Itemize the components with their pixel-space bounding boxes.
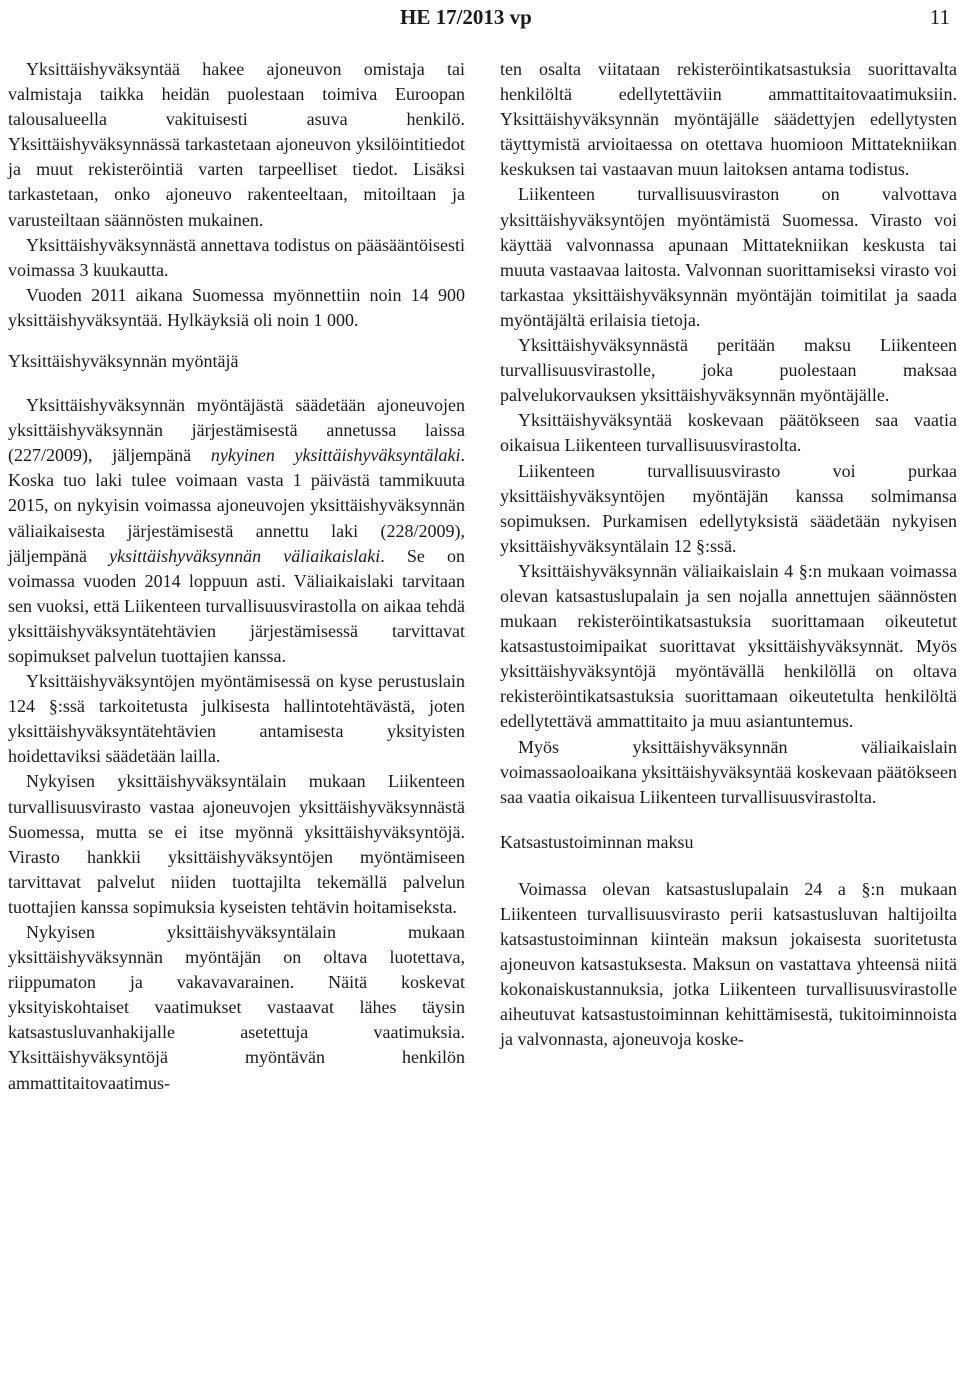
page-number: 11 <box>929 5 950 29</box>
paragraph <box>8 393 465 669</box>
italic-term: nykyinen yksittäishyväksyntälaki <box>210 445 461 466</box>
italic-term: yksittäishyväksynnän väliaikaislaki <box>109 545 381 566</box>
paragraph: Yksittäishyväksyntöjen myöntämisessä on kyse perustuslain 124 §:ssä tarkoitetusta julkisesta hallintotehtävästä, joten yksittäishyväksyntätehtävien antamisesta yksityisten hoidettaviksi säädetään lailla. <box>8 671 465 767</box>
paragraph: Yksittäishyväksyntää koskevaan päätökseen saa vaatia oikaisua Liikenteen turvallisuusvirastolta. <box>500 410 957 456</box>
paragraph: Yksittäishyväksynnästä peritään maksu Liikenteen turvallisuusvirastolle, joka puolestaan maksaa palvelukorvauksen yksittäishyväksynnän myöntäjälle. <box>500 335 957 406</box>
paragraph: Nykyisen yksittäishyväksyntälain mukaan yksittäishyväksynnän myöntäjän on oltava luotettava, riippumaton ja vakavavarainen. Näitä koskevat yksityiskohtaiset vaatimukset vastaavat lähes täysin katsastusluvanhakijalle asetettuja vaatimuksia. Yksittäishyväksyntöjä myöntävän henkilön ammattitaitovaatimus- <box>8 922 465 1093</box>
text-run: . Se on voimassa vuoden 2014 loppuun asti. Väliaikaislaki tarvitaan sen vuoksi, että Liikenteen turvallisuusvirastolla on aikaa tehdä yksittäishyväksyntätehtävien järjestämisessä tarvittavat sopimukset palvelun tuottajien kanssa. <box>8 545 465 666</box>
paragraph: Vuoden 2011 aikana Suomessa myönnettiin noin 14 900 yksittäishyväksyntää. Hylkäyksiä oli noin 1 000. <box>8 284 465 330</box>
document-id: HE 17/2013 vp <box>400 5 532 29</box>
right-column <box>500 57 957 1052</box>
text-run: . Koska tuo laki tulee voimaan vasta 1 päivästä tammikuuta 2015, on nykyisin voimassa ajoneuvojen yksittäishyväksynnän väliaikaisesta järjestämisestä annettu laki (228/2009), jäljempänä <box>8 445 466 566</box>
paragraph: Myös yksittäishyväksynnän väliaikaislain voimassaoloaikana yksittäishyväksyntää koskevaan päätökseen saa vaatia oikaisua Liikenteen turvallisuusvirastolta. <box>500 736 957 807</box>
section-heading: Yksittäishyväksynnän myöntäjä <box>8 351 239 372</box>
paragraph: Nykyisen yksittäishyväksyntälain mukaan Liikenteen turvallisuusvirasto vastaa ajoneuvojen yksittäishyväksynnästä Suomessa, mutta se ei itse myönnä yksittäishyväksyntöjä. Virasto hankkii yksittäishyväksyntöjen myöntämiseen tarvittavat palvelut niiden tuottajilta tekemällä palvelun tuottajien kanssa sopimuksia kyseisten tehtävin hoitamiseksta. <box>8 771 465 917</box>
text-run: Yksittäishyväksynnän myöntäjästä säädetään ajoneuvojen yksittäishyväksynnän järjestämisestä annetussa laissa (227/2009), jäljempänä <box>8 395 465 466</box>
page-header <box>0 4 960 30</box>
paragraph: Liikenteen turvallisuusvirasto voi purkaa yksittäishyväksyntöjen myöntäjän kanssa solmimansa sopimuksen. Purkamisen edellytyksistä säädetään nykyisen yksittäishyväksyntälain 12 §:ssä. <box>500 460 957 556</box>
paragraph: Yksittäishyväksynnästä annettava todistus on pääsääntöisesti voimassa 3 kuukautta. <box>8 234 465 280</box>
paragraph: Yksittäishyväksynnän väliaikaislain 4 §:n mukaan voimassa olevan katsastuslupalain ja sen nojalla annettujen säännösten mukaan rekisteröintikatsastuksia suorittamaan oikeutetut katsastustoimipaikat suorittavat yksittäishyväksynnät. Myös yksittäishyväksyntöjä myöntävällä henkilöllä on oltava rekisteröintikatsastuksia suorittamaan oikeutetulta henkilöltä edellytettävä ammattitaito ja muu asiantuntemus. <box>500 560 957 732</box>
paragraph: Liikenteen turvallisuusviraston on valvottava yksittäishyväksyntöjen myöntämistä Suomessa. Virasto voi käyttää valvonnassa apunaan Mittatekniikan keskusta tai muuta vastaavaa laitosta. Valvonnan suorittamiseksi virasto voi tarkastaa yksittäishyväksynnän myöntäjän toimitilat ja saada myöntäjältä erilaisia tietoja. <box>500 184 957 330</box>
section-heading: Katsastustoiminnan maksu <box>500 831 694 852</box>
paragraph: Yksittäishyväksyntää hakee ajoneuvon omistaja tai valmistaja taikka heidän puolestaan toimiva Euroopan talousalueella vakituisesti asuva henkilö. Yksittäishyväksynnässä tarkastetaan ajoneuvon yksilöintitiedot ja muut rekisteröintiä varten tarpeelliset tiedot. Lisäksi tarkastetaan, onko ajoneuvo rakenteeltaan, mitoiltaan ja varusteiltaan säännösten mukainen. <box>8 59 465 230</box>
left-column <box>8 57 465 1096</box>
paragraph: Voimassa olevan katsastuslupalain 24 a §:n mukaan Liikenteen turvallisuusvirasto perii katsastusluvan haltijoilta katsastustoiminnan kiinteän maksun jokaisesta suoritetusta ajoneuvon katsastuksesta. Maksun on vastattava yhteensä niitä kokonaiskustannuksia, jotka Liikenteen turvallisuusvirastolle aiheutuvat katsastustoiminnan kehittämisestä, tukitoiminnoista ja valvonnasta, ajoneuvoja koske- <box>500 878 957 1050</box>
paragraph: ten osalta viitataan rekisteröintikatsastuksia suorittavalta henkilöltä edellytettäviin ammattitaitovaatimuksiin. Yksittäishyväksynnän myöntäjälle säädettyjen edellytysten täyttymistä arvioitaessa on otettava huomioon Mittatekniikan keskuksen tai vastaavan muun laitoksen antama todistus. <box>500 59 957 180</box>
